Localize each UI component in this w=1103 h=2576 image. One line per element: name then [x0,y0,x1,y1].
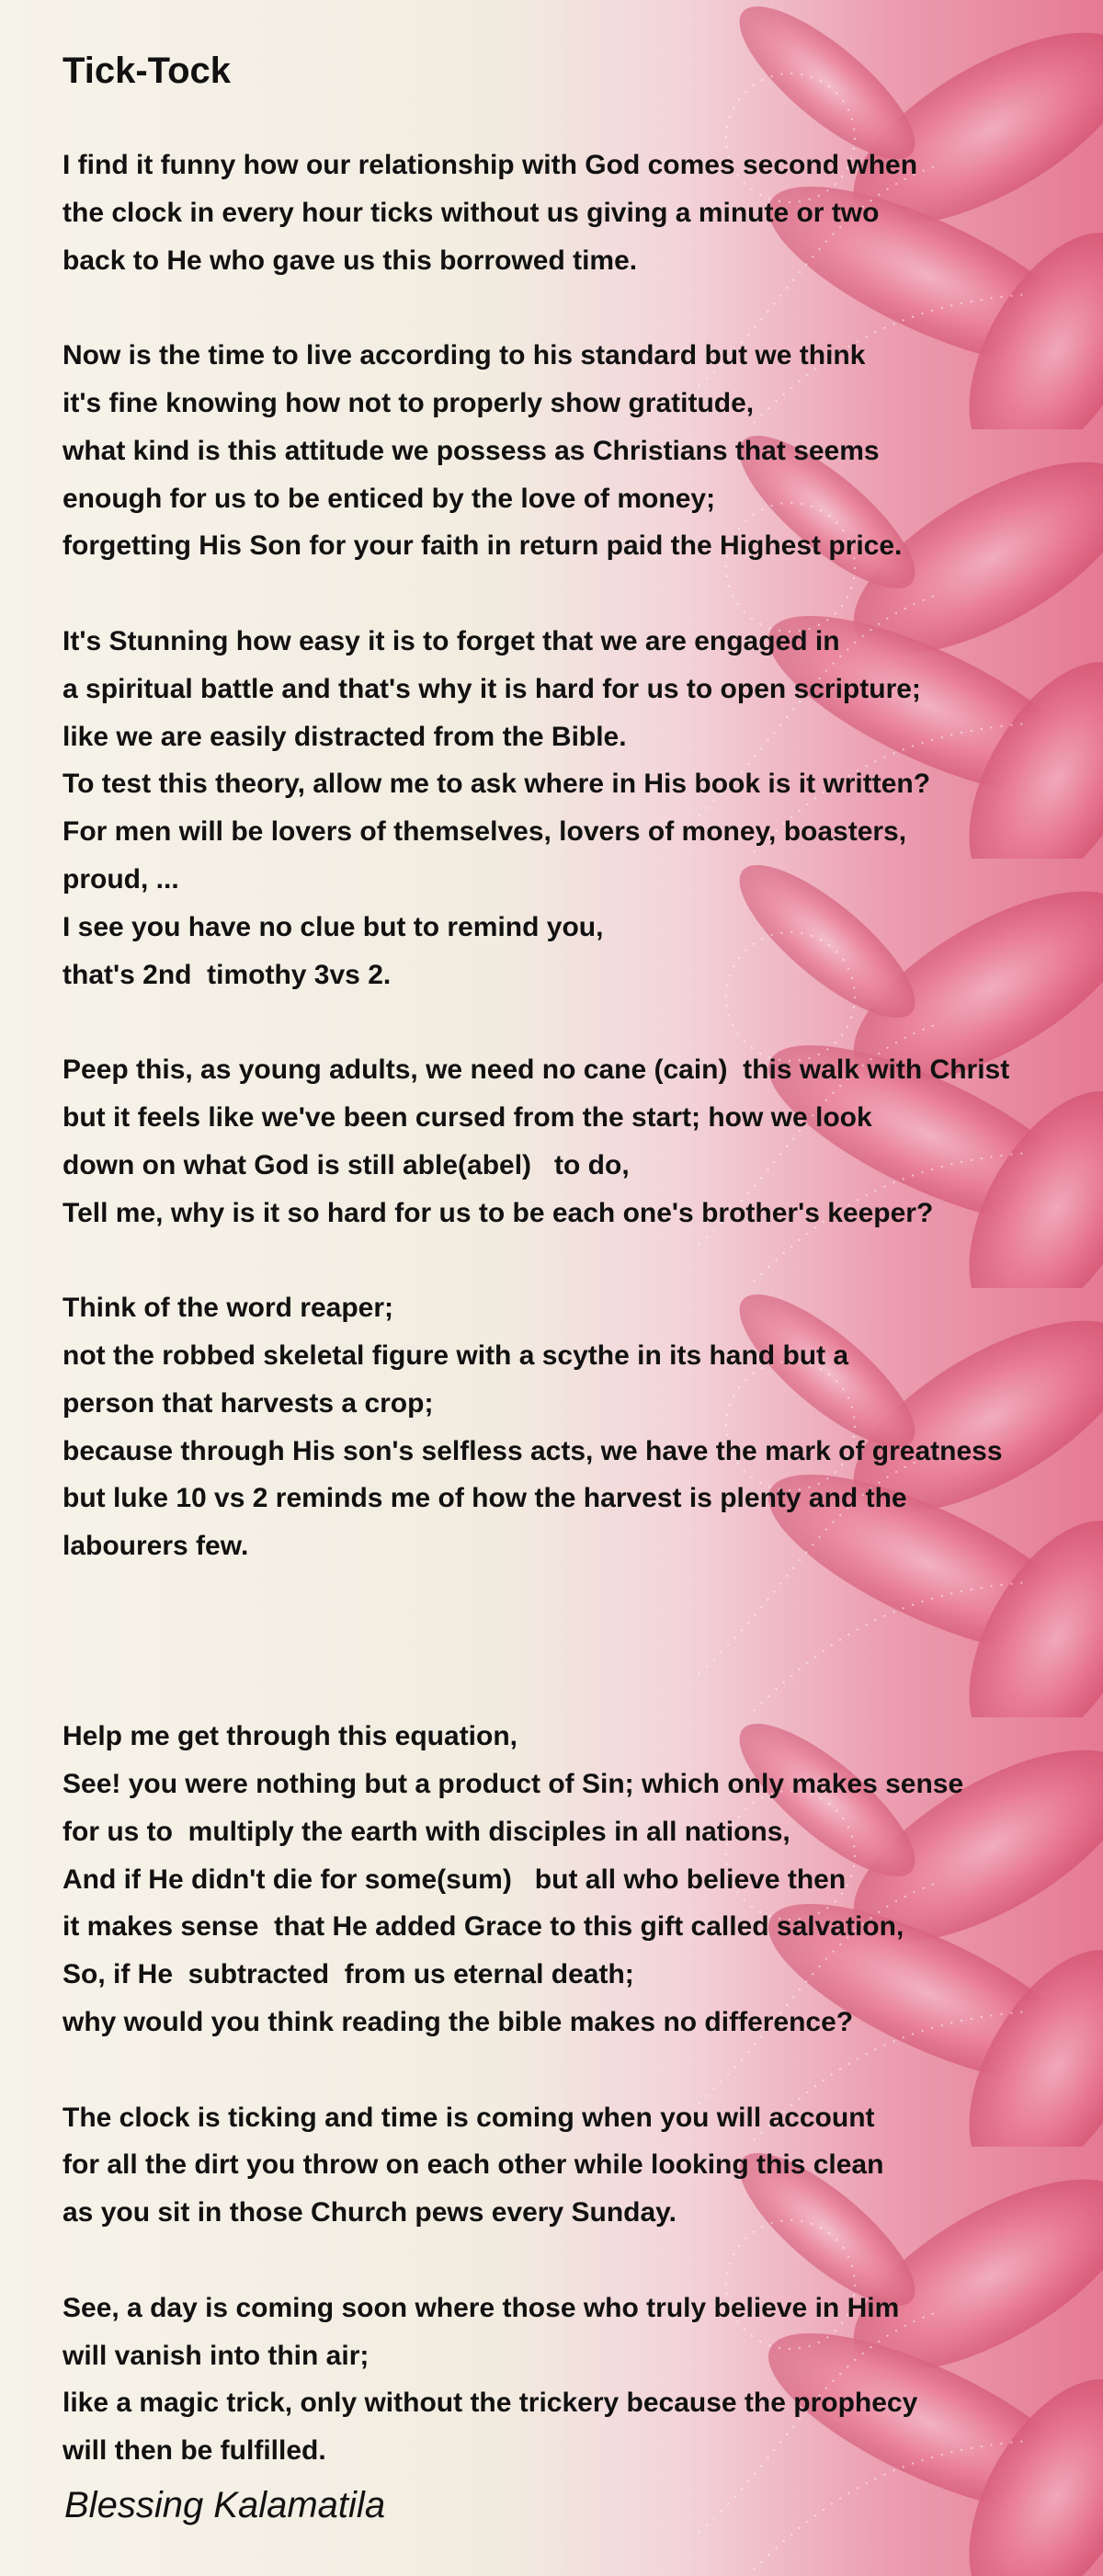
poem-line: it makes sense that He added Grace to this gift called salvation, [63,1911,904,1943]
poem-line: what kind is this attitude we possess as Christians that seems [63,435,880,466]
poem-author: Blessing Kalamatila [64,2485,386,2525]
poem-line: Think of the word reaper; [63,1293,394,1324]
poem-line: but it feels like we've been cursed from the start; how we look [63,1101,872,1133]
poem-line: like a magic trick, only without the trickery because the prophecy [63,2388,918,2419]
stanza [63,2285,1103,2475]
poem-line [63,1618,1103,1666]
poem-line: So, if He subtracted from us eternal death; [63,1959,634,1990]
poem-line: a spiritual battle and that's why it is hard for us to open scripture; [63,673,921,704]
stanza [63,1046,1103,1237]
poem-line: back to He who gave us this borrowed time. [63,245,638,276]
poem-line: Tell me, why is it so hard for us to be each one's brother's keeper? [63,1197,934,1228]
poem-line: not the robbed skeletal figure with a scythe in its hand but a [63,1339,849,1371]
poem-line: that's 2nd timothy 3vs 2. [63,959,392,990]
poem-line: See! you were nothing but a product of Sin; which only makes sense [63,1769,964,1800]
stanza-break [63,998,1103,1046]
poem-line: proud, ... [63,863,179,895]
poem-line: but luke 10 vs 2 reminds me of how the harvest is plenty and the [63,1483,907,1514]
stanza [63,2094,1103,2237]
poem-line: It's Stunning how easy it is to forget that we are engaged in [63,625,840,656]
poem-title: Tick-Tock [63,51,232,91]
poem-line: forgetting His Son for your faith in return paid the Highest price. [63,530,903,562]
stanza [63,142,1103,284]
stanza-break [63,570,1103,618]
poem-line: labourers few. [63,1531,249,1562]
poem-line: Now is the time to live according to his standard but we think [63,340,866,371]
poem-line: And if He didn't die for some(sum) but all who believe then [63,1864,847,1895]
poem-line: I see you have no clue but to remind you, [63,911,604,942]
poem-line: like we are easily distracted from the Bible. [63,721,627,752]
stanza-break [63,1237,1103,1284]
poem-line: For men will be lovers of themselves, lovers of money, boasters, [63,816,907,848]
stanza-break [63,1570,1103,1618]
poem-line: enough for us to be enticed by the love of money; [63,483,716,514]
stanza [63,332,1103,570]
title-spacer [63,94,1103,142]
stanza [63,1618,1103,1666]
stanza-break [63,2237,1103,2285]
poem-line: See, a day is coming soon where those who truly believe in Him [63,2292,900,2323]
stanza-break [63,2046,1103,2094]
poem-line: it's fine knowing how not to properly show gratitude, [63,387,755,418]
poem-line: why would you think reading the bible makes no difference? [63,2007,854,2038]
poem-line: To test this theory, allow me to ask where in His book is it written? [63,769,931,800]
stanza-break [63,284,1103,332]
poem-line: The clock is ticking and time is coming when you will account [63,2102,875,2133]
poem-line: I find it funny how our relationship with God comes second when [63,150,918,180]
poem-line: for all the dirt you throw on each other while looking this clean [63,2149,884,2181]
poem-line: person that harvests a crop; [63,1387,434,1419]
poem-stanzas [63,142,1103,2475]
stanza-break [63,1666,1103,1714]
stanza [63,618,1103,998]
poem-line: down on what God is still able(abel) to do, [63,1149,630,1180]
poem-body [63,48,1103,2475]
poem-line: for us to multiply the earth with disciples in all nations, [63,1816,790,1847]
poem-line: because through His son's selfless acts, we have the mark of greatness [63,1435,1003,1466]
poem-line: the clock in every hour ticks without us giving a minute or two [63,197,880,228]
stanza [63,1284,1103,1570]
poem-line: as you sit in those Church pews every Sunday. [63,2197,677,2228]
poem-line: will then be fulfilled. [63,2435,326,2467]
poem-line: will vanish into thin air; [63,2340,370,2371]
poem-line: Help me get through this equation, [63,1721,517,1752]
poem-line: Peep this, as young adults, we need no cane (cain) this walk with Christ [63,1054,1010,1086]
stanza [63,1713,1103,2046]
